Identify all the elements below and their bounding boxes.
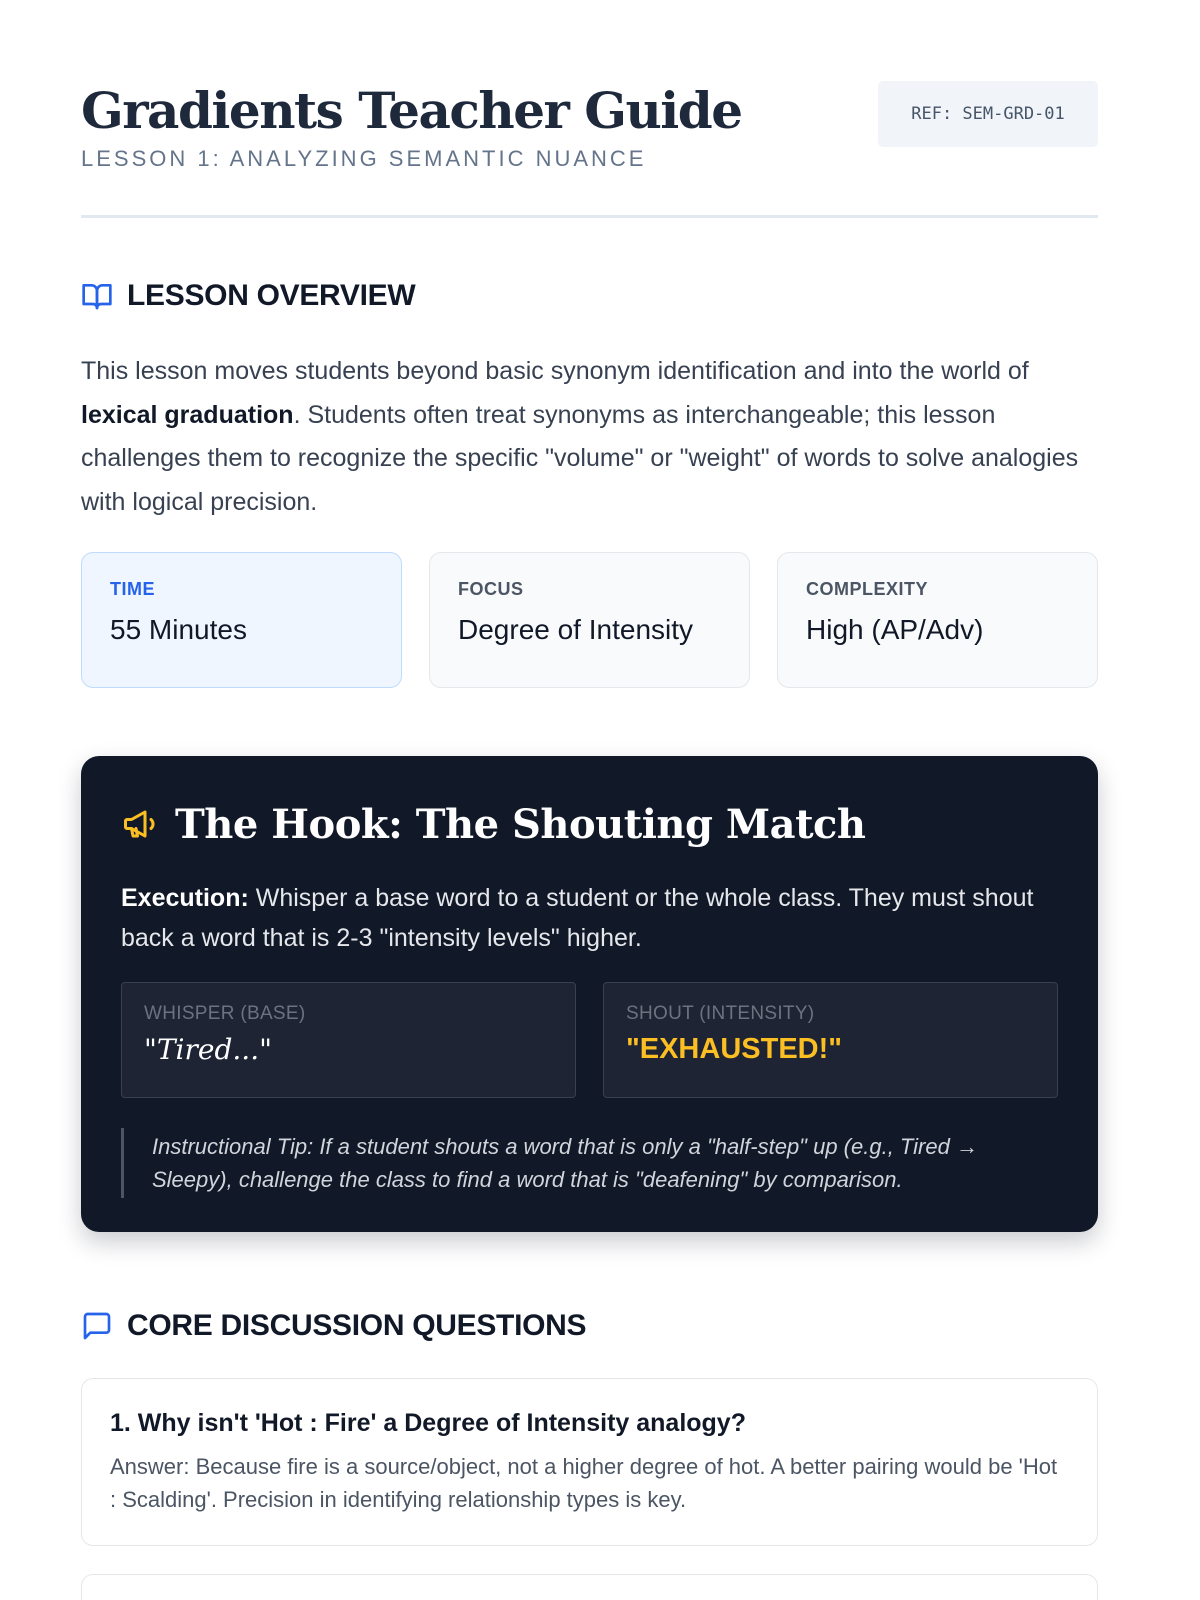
overview-text-end: . Students often treat synonyms as interchangeable; this lesson challenges them to recognize the specific "volume" or "weight" of words to solve analogies with logical precision.: [81, 400, 1079, 516]
discussion-questions-section: [81, 1306, 1098, 1600]
stat-value: Degree of Intensity: [458, 614, 694, 645]
lesson-overview-section: [81, 276, 1098, 688]
overview-paragraph: [81, 350, 1098, 524]
question-card: [81, 1378, 1098, 1546]
question-card-partial: [81, 1574, 1098, 1600]
whisper-shout-row: [121, 982, 1058, 1098]
stat-card-complexity: [777, 552, 1098, 688]
execution-label: Execution:: [121, 884, 249, 912]
hook-execution-text: [121, 878, 1058, 958]
guide-header: [81, 0, 1098, 218]
megaphone-icon: [121, 805, 159, 843]
overview-heading-row: [81, 276, 1098, 316]
hook-heading-row: [121, 794, 1058, 854]
book-open-icon: [81, 279, 115, 313]
question-answer: Answer: Because fire is a source/object, not a higher degree of hot. A better pairing would be 'Hot : Scalding'. Precision in identifying relationship types is key.: [110, 1454, 1058, 1512]
questions-heading: CORE DISCUSSION QUESTIONS: [127, 1309, 587, 1342]
stat-label: COMPLEXITY: [806, 579, 929, 599]
stat-label: FOCUS: [458, 579, 524, 599]
lesson-stats-row: [81, 552, 1098, 688]
instructional-tip: Instructional Tip: If a student shouts a word that is only a "half-step" up (e.g., Tired → Sleepy), challenge the class to find a word that is "deafening" by comparison.: [121, 1128, 1058, 1198]
shout-word: "EXHAUSTED!": [626, 1033, 843, 1065]
whisper-box: [121, 982, 576, 1098]
whisper-word: "Tired...": [144, 1033, 272, 1066]
reference-code-badge: REF: SEM-GRD-01: [878, 81, 1098, 147]
whisper-label: WHISPER (BASE): [144, 1003, 306, 1024]
stat-value: 55 Minutes: [110, 614, 247, 645]
questions-heading-row: [81, 1306, 1098, 1346]
question-title: 1. Why isn't 'Hot : Fire' a Degree of Intensity analogy?: [110, 1409, 746, 1437]
hook-title: The Hook: The Shouting Match: [175, 800, 866, 848]
chat-bubble-icon: [81, 1309, 115, 1343]
stat-card-time: [81, 552, 402, 688]
lesson-subtitle: LESSON 1: ANALYZING SEMANTIC NUANCE: [81, 146, 647, 171]
stat-label: TIME: [110, 579, 155, 599]
overview-text-start: This lesson moves students beyond basic synonym identification and into the world of: [81, 357, 1029, 385]
overview-heading: LESSON OVERVIEW: [127, 279, 416, 312]
stat-card-focus: [429, 552, 750, 688]
page-title: Gradients Teacher Guide: [81, 81, 742, 140]
shout-box: [603, 982, 1058, 1098]
shout-label: SHOUT (INTENSITY): [626, 1003, 815, 1024]
stat-value: High (AP/Adv): [806, 614, 984, 645]
execution-description: Whisper a base word to a student or the whole class. They must shout back a word that is 2-3 "intensity levels" higher.: [121, 884, 1034, 952]
overview-text-bold: lexical graduation: [81, 400, 294, 429]
hook-card: [81, 756, 1098, 1232]
